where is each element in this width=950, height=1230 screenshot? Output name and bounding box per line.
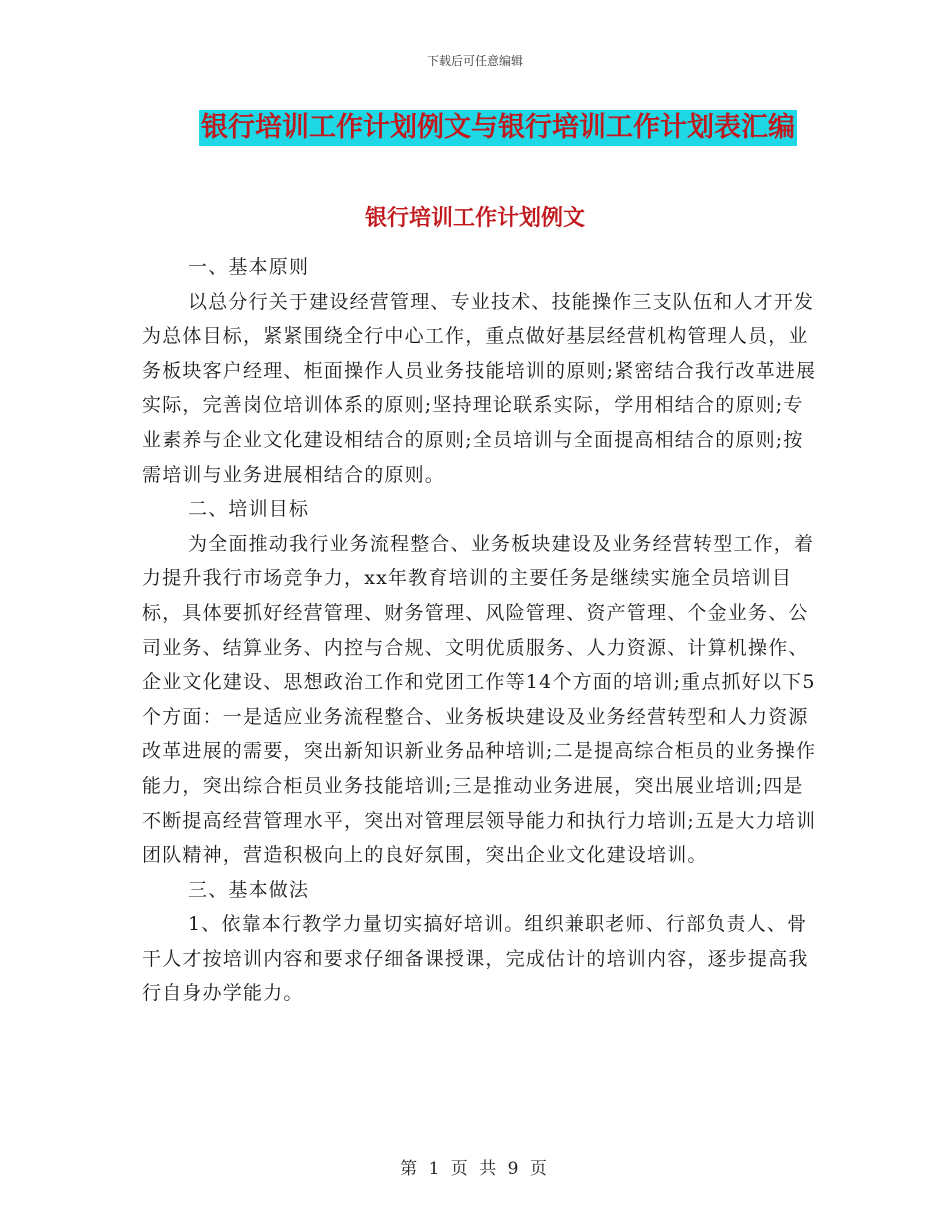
section-title: 银行培训工作计划例文 xyxy=(364,205,585,231)
section-heading-goals: 二、培训目标 xyxy=(188,498,310,521)
document-body xyxy=(142,250,822,1011)
paragraph-methods: 1、依靠本行教学力量切实搞好培训。组织兼职老师、行部负责人、骨干人才按培训内容和要求仔细备课授课，完成估计的培训内容，逐步提高我行自身办学能力。 xyxy=(142,913,809,1005)
document-title-text: 银行培训工作计划例文与银行培训工作计划表汇编 xyxy=(199,110,797,146)
paragraph-principles: 以总分行关于建设经营管理、专业技术、技能操作三支队伍和人才开发为总体目标，紧紧围绕全行中心工作，重点做好基层经营机构管理人员，业务板块客户经理、柜面操作人员业务技能培训的原则;紧密结合我行改革进展实际，完善岗位培训体系的原则;坚持理论联系实际，学用相结合的原则;专业素养与企业文化建设相结合的原则;全员培训与全面提高相结合的原则;按需培训与业务进展相结合的原则。 xyxy=(142,290,817,486)
paragraph-goals: 为全面推动我行业务流程整合、业务板块建设及业务经营转型工作，着力提升我行市场竞争力，xx年教育培训的主要任务是继续实施全员培训目标，具体要抓好经营管理、财务管理、风险管理、资产管理、个金业务、公司业务、结算业务、内控与合规、文明优质服务、人力资源、计算机操作、企业文化建设、思想政治工作和党团工作等14个方面的培训;重点抓好以下5个方面：一是适应业务流程整合、业务板块建设及业务经营转型和人力资源改革进展的需要，突出新知识新业务品种培训;二是提高综合柜员的业务操作能力，突出综合柜员业务技能培训;三是推动业务进展，突出展业培训;四是不断提高经营管理水平，突出对管理层领导能力和执行力培训;五是大力培训团队精神，营造积极向上的良好氛围，突出企业文化建设培训。 xyxy=(142,532,817,867)
section-heading-methods: 三、基本做法 xyxy=(188,878,310,901)
document-title xyxy=(0,110,950,146)
page-number-footer: 第 1 页 共 9 页 xyxy=(400,1159,550,1179)
header-note: 下载后可任意编辑 xyxy=(426,54,523,68)
section-heading-principles: 一、基本原则 xyxy=(188,256,310,278)
